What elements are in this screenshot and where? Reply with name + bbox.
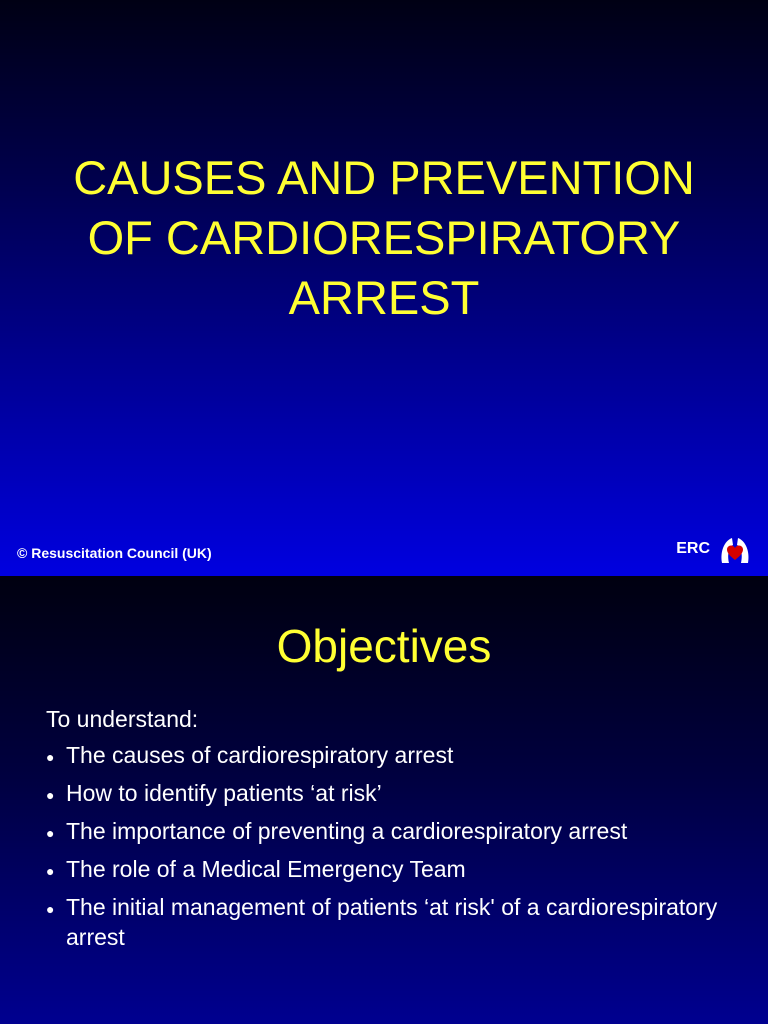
title-line-3: ARREST — [288, 271, 480, 324]
list-item — [46, 854, 736, 884]
list-item — [46, 778, 736, 808]
bullet-dot-icon: ● — [46, 825, 55, 841]
list-item-text: The role of a Medical Emergency Team — [66, 856, 466, 882]
slide-title-heading — [0, 148, 768, 328]
copyright-text: © Resuscitation Council (UK) — [17, 545, 212, 561]
objectives-content — [46, 702, 736, 960]
title-line-1: CAUSES AND PREVENTION — [73, 151, 695, 204]
bullet-dot-icon: ● — [46, 749, 55, 765]
erc-lungs-heart-icon — [718, 532, 752, 566]
list-item-text: How to identify patients ‘at risk’ — [66, 780, 382, 806]
slide-objectives — [0, 576, 768, 1024]
title-line-2: OF CARDIORESPIRATORY — [87, 211, 681, 264]
objectives-list — [46, 740, 736, 952]
list-item — [46, 740, 736, 770]
objectives-intro: To understand: — [46, 706, 199, 732]
bullet-dot-icon: ● — [46, 787, 55, 803]
list-item — [46, 816, 736, 846]
list-item-text: The causes of cardiorespiratory arrest — [66, 742, 454, 768]
list-item-text: The importance of preventing a cardiorespiratory arrest — [66, 818, 628, 844]
list-item-text: The initial management of patients ‘at risk' of a cardiorespiratory arrest — [66, 894, 718, 950]
list-item — [46, 892, 736, 952]
erc-logo-text: ERC — [676, 540, 710, 557]
bullet-dot-icon: ● — [46, 901, 55, 917]
erc-logo-group — [676, 532, 752, 566]
objectives-heading: Objectives — [276, 620, 492, 672]
bullet-dot-icon: ● — [46, 863, 55, 879]
